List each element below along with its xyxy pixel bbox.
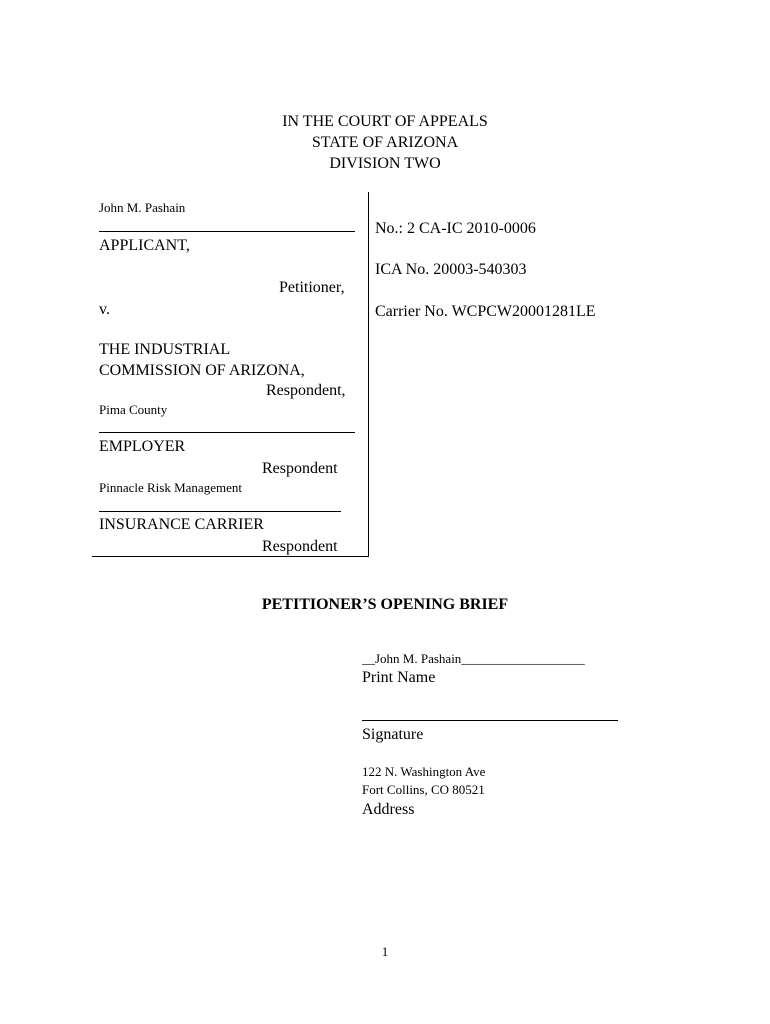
carrier-rule: [99, 511, 341, 512]
employer-name: Pima County: [99, 402, 168, 417]
caption-bottom-rule: [92, 556, 369, 557]
applicant-label: APPLICANT,: [99, 237, 190, 254]
commission-line1: THE INDUSTRIAL: [99, 341, 231, 358]
case-number: No.: 2 CA-IC 2010-0006: [375, 220, 536, 237]
carrier-label: INSURANCE CARRIER: [99, 516, 264, 533]
commission-role: Respondent,: [266, 382, 346, 399]
court-division: DIVISION TWO: [329, 155, 441, 172]
court-state: STATE OF ARIZONA: [311, 134, 459, 151]
petitioner-label: Petitioner,: [279, 279, 345, 296]
applicant-name: John M. Pashain: [99, 200, 186, 215]
court-name: IN THE COURT OF APPEALS: [282, 113, 488, 130]
carrier-number: Carrier No. WCPCW20001281LE: [375, 303, 596, 320]
signature-rule: [362, 720, 618, 721]
commission-line2: COMMISSION OF ARIZONA,: [99, 362, 305, 379]
versus: v.: [99, 301, 110, 318]
print-name-label: Print Name: [362, 669, 436, 686]
page-number: 1: [381, 944, 389, 959]
address-line1: 122 N. Washington Ave: [362, 764, 486, 779]
carrier-name: Pinnacle Risk Management: [99, 480, 242, 495]
brief-title: PETITIONER’S OPENING BRIEF: [261, 596, 509, 613]
signature-label: Signature: [362, 726, 424, 743]
employer-label: EMPLOYER: [99, 438, 186, 455]
caption-divider: [368, 192, 369, 557]
ica-number: ICA No. 20003-540303: [375, 261, 527, 278]
carrier-role: Respondent: [262, 538, 338, 555]
employer-role: Respondent: [262, 460, 338, 477]
employer-rule: [99, 432, 355, 433]
applicant-rule: [99, 231, 355, 232]
print-name-value: __John M. Pashain___________________: [362, 651, 585, 666]
address-line2: Fort Collins, CO 80521: [362, 782, 485, 797]
address-label: Address: [362, 801, 415, 818]
